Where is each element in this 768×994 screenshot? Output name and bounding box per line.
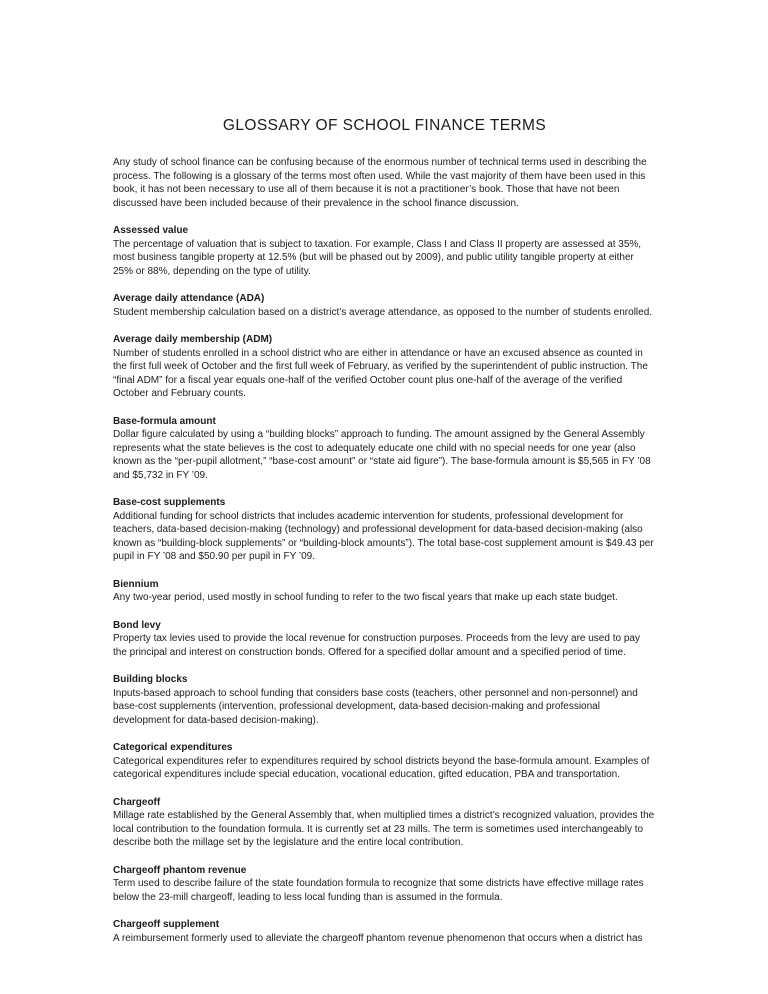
glossary-entry (113, 333, 656, 401)
term-definition: Additional funding for school districts that includes academic intervention for students, professional development for teachers, data-based decision-making (technology) and professional development for data-based decision-making (also known as “building-block supplements” or “building-block amounts”). The total base-cost supplement amount is $49.43 per pupil in FY ’08 and $50.90 per pupil in FY ’09. (113, 510, 654, 562)
glossary-entry (113, 292, 656, 319)
term-definition: Property tax levies used to provide the local revenue for construction purposes. Proceeds from the levy are used to pay the principal and interest on construction bonds. Offered for a specified dollar amount and a specified period of time. (113, 633, 640, 658)
term-definition: The percentage of valuation that is subject to taxation. For example, Class I and Class II property are assessed at 35%, most business tangible property at 12.5% (but will be phased out by 2009), and public utility tangible property at either 25% or 88%, depending on the type of utility. (113, 238, 642, 277)
glossary-entry (113, 496, 656, 564)
term-definition: Inputs-based approach to school funding that considers base costs (teachers, other personnel and non-personnel) and base-cost supplements (intervention, professional development, data-based decision-making and professional development for data-based decision-making). (113, 687, 638, 726)
intro-paragraph: Any study of school finance can be confusing because of the enormous number of technical terms used in describing the process. The following is a glossary of the terms most often used. While the vast majority of them have been used in this book, it has not been necessary to use all of them because it is not a practitioner’s book. Those that have not been discussed have been included because of their prevalence in the school finance discussion. (113, 157, 647, 209)
term-heading: Average daily attendance (ADA) (113, 293, 265, 304)
glossary-entry (113, 224, 656, 278)
term-heading: Base-cost supplements (113, 497, 226, 508)
term-definition: Number of students enrolled in a school district who are either in attendance or have an excused absence as counted in the first full week of October and the first full week of February, as verified by the superintendent of public instruction. The “final ADM” for a fiscal year equals one-half of the verified October count plus one-half of the average of the verified October and February counts. (113, 347, 648, 399)
glossary-entry (113, 918, 656, 945)
term-heading: Chargeoff supplement (113, 919, 220, 930)
glossary-entry (113, 415, 656, 483)
term-definition: Millage rate established by the General Assembly that, when multiplied times a district’s recognized valuation, provides the local contribution to the foundation formula. It is currently set at 23 mills. The term is sometimes used interchangeably to describe both the millage set by the legislature and the entire local contribution. (113, 810, 655, 848)
glossary-entry (113, 619, 656, 660)
glossary-entry (113, 796, 656, 850)
term-definition: Dollar figure calculated by using a “building blocks” approach to funding. The amount assigned by the General Assembly represents what the state believes is the cost to adequately educate one child with no special needs for one year (also known as the “per-pupil allotment,” “base-cost amount” or “state aid figure”). The base-formula amount is $5,565 in FY ’08 and $5,732 in FY ’09. (113, 429, 651, 481)
glossary-entry (113, 864, 656, 905)
term-heading: Biennium (113, 578, 159, 590)
term-definition: Categorical expenditures refer to expenditures required by school districts beyond the base-formula amount. Examples of categorical expenditures include special education, vocational education, gifted education, PBA and transportation. (113, 755, 650, 780)
term-definition: Any two-year period, used mostly in school funding to refer to the two fiscal years that make up each state budget. (113, 592, 618, 603)
page-title: GLOSSARY OF SCHOOL FINANCE TERMS (222, 117, 547, 134)
term-heading: Average daily membership (ADM) (113, 334, 273, 345)
glossary-entry (113, 741, 656, 782)
term-heading: Base-formula amount (113, 415, 216, 427)
term-heading: Bond levy (113, 619, 161, 631)
term-definition: Student membership calculation based on a district’s average attendance, as opposed to the number of students enrolled. (113, 306, 653, 318)
term-definition: A reimbursement formerly used to alleviate the chargeoff phantom revenue phenomenon that occurs when a district has (113, 932, 643, 944)
glossary-entry (113, 673, 656, 727)
glossary-entry (113, 578, 656, 605)
term-heading: Chargeoff phantom revenue (113, 864, 247, 876)
term-definition: Term used to describe failure of the state foundation formula to recognize that some districts have effective millage rates below the 23-mill chargeoff, leading to less local funding than is assumed in the formula. (113, 878, 644, 903)
term-heading: Categorical expenditures (113, 742, 233, 753)
term-heading: Assessed value (113, 225, 189, 236)
term-heading: Chargeoff (113, 796, 161, 808)
term-heading: Building blocks (113, 674, 188, 685)
